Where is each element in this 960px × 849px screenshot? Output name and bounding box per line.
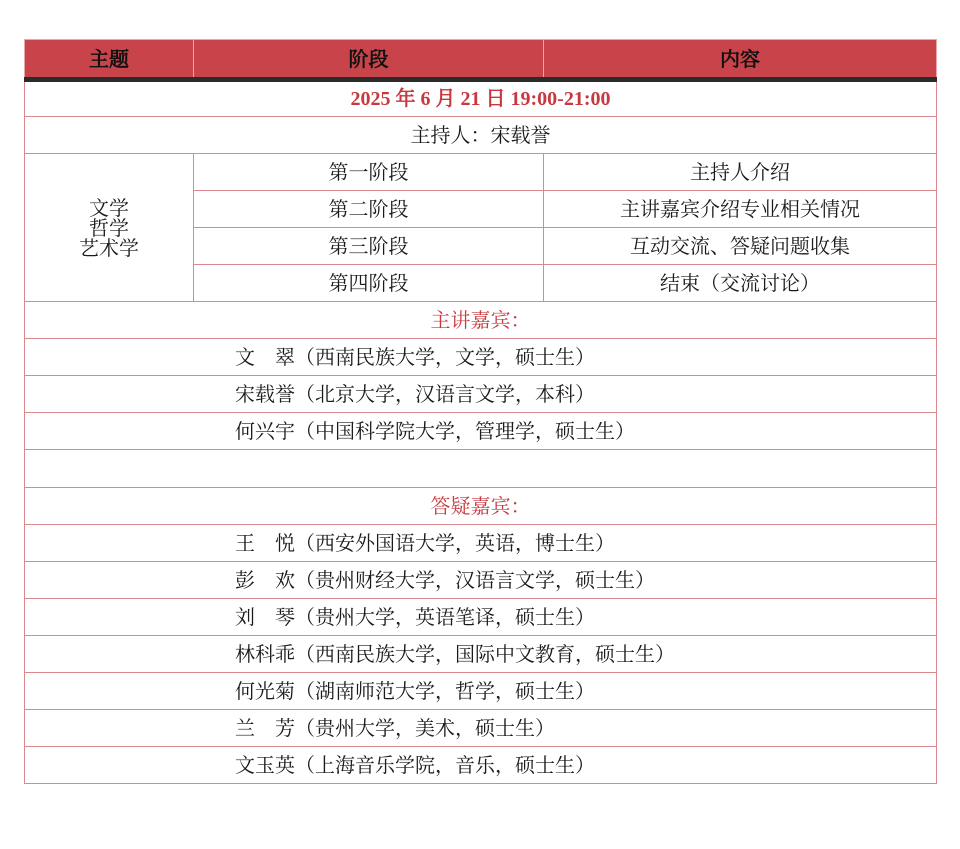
qa-guest-row	[25, 599, 937, 636]
stage-content: 互动交流、答疑问题收集	[544, 228, 937, 265]
speaker-row	[25, 339, 937, 376]
subject-cell	[25, 154, 194, 302]
stage-name: 第一阶段	[194, 154, 544, 191]
host-row	[25, 117, 937, 154]
qa-guest-entry: 何光菊（湖南师范大学，哲学，硕士生）	[25, 673, 937, 710]
stage-content: 主讲嘉宾介绍专业相关情况	[544, 191, 937, 228]
subject-philosophy: 哲学	[89, 215, 129, 240]
qa-guest-entry: 兰 芳（贵州大学，美术，硕士生）	[25, 710, 937, 747]
schedule-table-wrapper	[24, 39, 936, 784]
speakers-title-row	[25, 302, 937, 339]
speaker-entry: 何兴宇（中国科学院大学，管理学，硕士生）	[25, 413, 937, 450]
stage-row	[25, 154, 937, 191]
header-content: 内容	[544, 40, 937, 80]
qa-title: 答疑嘉宾：	[25, 488, 937, 525]
qa-guest-row	[25, 562, 937, 599]
qa-title-row	[25, 488, 937, 525]
speaker-row	[25, 376, 937, 413]
qa-guest-row	[25, 636, 937, 673]
qa-guest-row	[25, 710, 937, 747]
stage-name: 第三阶段	[194, 228, 544, 265]
speaker-entry: 宋载誉（北京大学，汉语言文学，本科）	[25, 376, 937, 413]
date-row	[25, 80, 937, 117]
stage-name: 第二阶段	[194, 191, 544, 228]
qa-guest-entry: 文玉英（上海音乐学院，音乐，硕士生）	[25, 747, 937, 784]
qa-guest-row	[25, 525, 937, 562]
qa-guest-row	[25, 747, 937, 784]
qa-guest-entry: 刘 琴（贵州大学，英语笔译，硕士生）	[25, 599, 937, 636]
qa-guest-entry: 王 悦（西安外国语大学，英语，博士生）	[25, 525, 937, 562]
spacer-row	[25, 450, 937, 488]
schedule-table	[24, 39, 937, 784]
qa-guest-row	[25, 673, 937, 710]
stage-content: 结束（交流讨论）	[544, 265, 937, 302]
subject-literature: 文学	[89, 195, 129, 220]
qa-guest-entry: 林科乖（西南民族大学，国际中文教育，硕士生）	[25, 636, 937, 673]
speaker-row	[25, 413, 937, 450]
event-date-time: 2025 年 6 月 21 日 19:00-21:00	[25, 80, 937, 117]
spacer-cell	[25, 450, 937, 488]
table-header-row	[25, 40, 937, 80]
stage-name: 第四阶段	[194, 265, 544, 302]
header-topic: 主题	[25, 40, 194, 80]
subject-art: 艺术学	[79, 235, 139, 260]
host-name: 主持人：宋载誉	[25, 117, 937, 154]
speakers-title: 主讲嘉宾：	[25, 302, 937, 339]
speaker-entry: 文 翠（西南民族大学，文学，硕士生）	[25, 339, 937, 376]
stage-content: 主持人介绍	[544, 154, 937, 191]
header-stage: 阶段	[194, 40, 544, 80]
qa-guest-entry: 彭 欢（贵州财经大学，汉语言文学，硕士生）	[25, 562, 937, 599]
